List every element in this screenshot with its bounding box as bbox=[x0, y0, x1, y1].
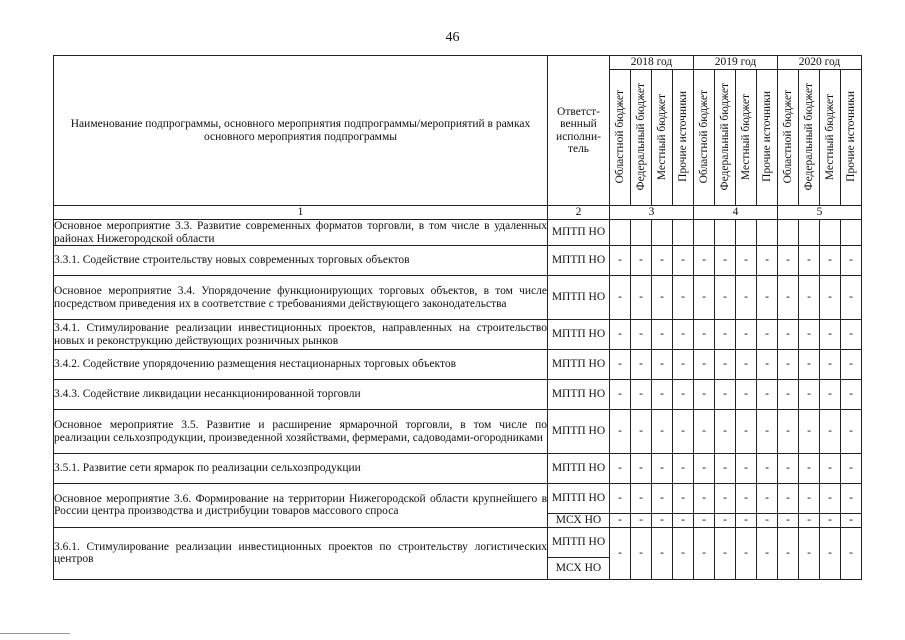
row-name: 3.5.1. Развитие сети ярмарок по реализации сельхозпродукции bbox=[54, 454, 548, 484]
value-cell: - bbox=[715, 276, 736, 320]
value-cell: - bbox=[757, 276, 778, 320]
value-cell: - bbox=[673, 410, 694, 454]
table-row bbox=[54, 410, 862, 454]
value-cell: - bbox=[820, 527, 841, 579]
row-name: Основное мероприятие 3.4. Упорядочение функционирующих торговых объектов, в том числе посредством приведения их в соответствие с требованиями действующего законодательства bbox=[54, 276, 548, 320]
table-row bbox=[54, 320, 862, 350]
row-name: Основное мероприятие 3.6. Формирование на территории Нижегородской области крупнейшего в России центра производства и дистрибуции товаров массового спроса bbox=[54, 484, 548, 528]
value-cell: - bbox=[841, 380, 862, 410]
header-source-label: Федеральный бюджет bbox=[635, 83, 647, 191]
value-cell: - bbox=[694, 410, 715, 454]
value-cell: - bbox=[610, 410, 631, 454]
value-cell: - bbox=[673, 350, 694, 380]
value-cell: - bbox=[652, 484, 673, 514]
header-source-3 bbox=[673, 70, 694, 206]
value-cell: - bbox=[820, 246, 841, 276]
value-cell bbox=[631, 220, 652, 246]
col-number-2: 2 bbox=[548, 206, 610, 220]
value-cell: - bbox=[610, 350, 631, 380]
header-responsible-text: Ответст- венный исполни- тель bbox=[556, 105, 601, 155]
value-cell: - bbox=[652, 320, 673, 350]
value-cell: - bbox=[631, 514, 652, 528]
value-cell: - bbox=[631, 246, 652, 276]
value-cell: - bbox=[694, 350, 715, 380]
value-cell: - bbox=[799, 484, 820, 514]
header-source-9 bbox=[799, 70, 820, 206]
row-responsible: МПТП НО bbox=[548, 410, 610, 454]
value-cell: - bbox=[841, 276, 862, 320]
value-cell: - bbox=[799, 276, 820, 320]
budget-table bbox=[53, 55, 862, 580]
value-cell: - bbox=[652, 514, 673, 528]
value-cell: - bbox=[736, 246, 757, 276]
table-row bbox=[54, 527, 862, 557]
value-cell: - bbox=[778, 514, 799, 528]
value-cell: - bbox=[652, 380, 673, 410]
value-cell: - bbox=[820, 320, 841, 350]
value-cell: - bbox=[715, 514, 736, 528]
header-year-2018: 2018 год bbox=[610, 56, 694, 70]
row-name: 3.4.2. Содействие упорядочению размещения нестационарных торговых объектов bbox=[54, 350, 548, 380]
value-cell bbox=[757, 220, 778, 246]
value-cell: - bbox=[694, 276, 715, 320]
value-cell: - bbox=[736, 380, 757, 410]
value-cell: - bbox=[736, 454, 757, 484]
value-cell: - bbox=[631, 350, 652, 380]
value-cell: - bbox=[841, 350, 862, 380]
row-responsible: МПТП НО bbox=[548, 350, 610, 380]
value-cell: - bbox=[715, 410, 736, 454]
value-cell: - bbox=[715, 350, 736, 380]
header-source-label: Местный бюджет bbox=[656, 93, 668, 180]
value-cell: - bbox=[652, 276, 673, 320]
value-cell: - bbox=[715, 454, 736, 484]
value-cell: - bbox=[694, 514, 715, 528]
value-cell: - bbox=[715, 380, 736, 410]
value-cell: - bbox=[841, 246, 862, 276]
value-cell: - bbox=[820, 484, 841, 514]
value-cell: - bbox=[820, 514, 841, 528]
value-cell: - bbox=[610, 454, 631, 484]
value-cell: - bbox=[610, 246, 631, 276]
value-cell: - bbox=[631, 380, 652, 410]
row-responsible: МСХ НО bbox=[548, 514, 610, 528]
value-cell: - bbox=[799, 320, 820, 350]
value-cell: - bbox=[736, 320, 757, 350]
value-cell: - bbox=[631, 320, 652, 350]
value-cell: - bbox=[631, 454, 652, 484]
row-name: Основное мероприятие 3.5. Развитие и расширение ярмарочной торговли, в том числе по реализации сельхозпродукции, произведенной хозяйствами, фермерами, садоводами-огородниками bbox=[54, 410, 548, 454]
value-cell: - bbox=[736, 410, 757, 454]
header-source-label: Прочие источники bbox=[677, 91, 689, 183]
page-number: 46 bbox=[445, 30, 460, 45]
row-responsible: МПТП НО bbox=[548, 220, 610, 246]
row-responsible: МПТП НО bbox=[548, 276, 610, 320]
value-cell: - bbox=[820, 350, 841, 380]
value-cell: - bbox=[610, 320, 631, 350]
row-responsible: МПТП НО bbox=[548, 246, 610, 276]
header-source-label: Федеральный бюджет bbox=[803, 83, 815, 191]
value-cell: - bbox=[778, 350, 799, 380]
value-cell: - bbox=[631, 410, 652, 454]
header-source-10 bbox=[820, 70, 841, 206]
row-responsible: МСХ НО bbox=[548, 557, 610, 579]
header-source-label: Федеральный бюджет bbox=[719, 83, 731, 191]
header-source-1 bbox=[631, 70, 652, 206]
value-cell: - bbox=[736, 350, 757, 380]
value-cell: - bbox=[841, 320, 862, 350]
col-number-4: 4 bbox=[694, 206, 778, 220]
value-cell bbox=[610, 220, 631, 246]
header-year-2019: 2019 год bbox=[694, 56, 778, 70]
header-source-4 bbox=[694, 70, 715, 206]
value-cell: - bbox=[673, 246, 694, 276]
value-cell bbox=[799, 220, 820, 246]
value-cell: - bbox=[652, 454, 673, 484]
value-cell: - bbox=[736, 276, 757, 320]
row-name: 3.3.1. Содействие строительству новых современных торговых объектов bbox=[54, 246, 548, 276]
table-row bbox=[54, 220, 862, 246]
value-cell: - bbox=[757, 410, 778, 454]
value-cell bbox=[736, 220, 757, 246]
value-cell bbox=[652, 220, 673, 246]
value-cell bbox=[841, 220, 862, 246]
row-responsible: МПТП НО bbox=[548, 484, 610, 514]
value-cell: - bbox=[757, 246, 778, 276]
value-cell: - bbox=[799, 380, 820, 410]
value-cell: - bbox=[778, 410, 799, 454]
value-cell: - bbox=[631, 484, 652, 514]
value-cell: - bbox=[778, 246, 799, 276]
value-cell bbox=[778, 220, 799, 246]
header-source-8 bbox=[778, 70, 799, 206]
value-cell: - bbox=[715, 320, 736, 350]
value-cell: - bbox=[841, 454, 862, 484]
value-cell: - bbox=[820, 410, 841, 454]
header-name-column: Наименование подпрограммы, основного мероприятия подпрограммы/мероприятий в рамках основного мероприятия подпрограммы bbox=[54, 56, 548, 206]
value-cell: - bbox=[673, 320, 694, 350]
col-number-1: 1 bbox=[54, 206, 548, 220]
header-source-label: Местный бюджет bbox=[740, 93, 752, 180]
value-cell: - bbox=[778, 484, 799, 514]
value-cell: - bbox=[631, 276, 652, 320]
header-source-11 bbox=[841, 70, 862, 206]
value-cell: - bbox=[694, 454, 715, 484]
header-source-6 bbox=[736, 70, 757, 206]
value-cell: - bbox=[631, 527, 652, 579]
value-cell: - bbox=[715, 484, 736, 514]
value-cell: - bbox=[757, 320, 778, 350]
value-cell: - bbox=[799, 527, 820, 579]
value-cell: - bbox=[841, 484, 862, 514]
value-cell: - bbox=[757, 484, 778, 514]
header-source-5 bbox=[715, 70, 736, 206]
value-cell: - bbox=[673, 484, 694, 514]
header-source-7 bbox=[757, 70, 778, 206]
header-source-label: Прочие источники bbox=[845, 91, 857, 183]
value-cell: - bbox=[820, 454, 841, 484]
value-cell: - bbox=[610, 484, 631, 514]
table-row bbox=[54, 380, 862, 410]
value-cell bbox=[673, 220, 694, 246]
row-responsible: МПТП НО bbox=[548, 454, 610, 484]
value-cell: - bbox=[841, 410, 862, 454]
value-cell: - bbox=[715, 246, 736, 276]
value-cell bbox=[694, 220, 715, 246]
row-name: 3.4.3. Содействие ликвидации несанкционированной торговли bbox=[54, 380, 548, 410]
footer-rule bbox=[0, 633, 70, 634]
header-year-2020: 2020 год bbox=[778, 56, 862, 70]
table-row bbox=[54, 454, 862, 484]
value-cell: - bbox=[736, 527, 757, 579]
value-cell: - bbox=[757, 350, 778, 380]
value-cell bbox=[820, 220, 841, 246]
header-source-label: Местный бюджет bbox=[824, 93, 836, 180]
value-cell: - bbox=[652, 527, 673, 579]
value-cell: - bbox=[778, 380, 799, 410]
value-cell: - bbox=[652, 350, 673, 380]
value-cell: - bbox=[736, 484, 757, 514]
table-row bbox=[54, 276, 862, 320]
value-cell: - bbox=[694, 246, 715, 276]
value-cell: - bbox=[673, 454, 694, 484]
value-cell: - bbox=[841, 527, 862, 579]
header-source-label: Прочие источники bbox=[761, 91, 773, 183]
value-cell: - bbox=[841, 514, 862, 528]
value-cell: - bbox=[694, 380, 715, 410]
value-cell: - bbox=[694, 527, 715, 579]
header-source-label: Областной бюджет bbox=[698, 90, 710, 184]
value-cell: - bbox=[757, 514, 778, 528]
value-cell: - bbox=[652, 246, 673, 276]
header-source-0 bbox=[610, 70, 631, 206]
value-cell: - bbox=[778, 454, 799, 484]
row-name: Основное мероприятие 3.3. Развитие современных форматов торговли, в том числе в удаленных районах Нижегородской области bbox=[54, 220, 547, 245]
value-cell: - bbox=[610, 527, 631, 579]
table-row bbox=[54, 246, 862, 276]
row-responsible: МПТП НО bbox=[548, 380, 610, 410]
value-cell: - bbox=[610, 380, 631, 410]
value-cell: - bbox=[673, 514, 694, 528]
value-cell: - bbox=[652, 410, 673, 454]
value-cell: - bbox=[673, 527, 694, 579]
value-cell: - bbox=[799, 514, 820, 528]
value-cell: - bbox=[799, 454, 820, 484]
value-cell: - bbox=[778, 320, 799, 350]
table-row bbox=[54, 350, 862, 380]
value-cell bbox=[715, 220, 736, 246]
value-cell: - bbox=[820, 276, 841, 320]
value-cell: - bbox=[799, 350, 820, 380]
value-cell: - bbox=[799, 410, 820, 454]
value-cell: - bbox=[757, 527, 778, 579]
header-source-label: Областной бюджет bbox=[782, 90, 794, 184]
header-source-2 bbox=[652, 70, 673, 206]
row-responsible: МПТП НО bbox=[548, 527, 610, 557]
row-name: 3.6.1. Стимулирование реализации инвестиционных проектов по строительству логистических центров bbox=[54, 527, 548, 579]
value-cell: - bbox=[610, 514, 631, 528]
value-cell: - bbox=[820, 380, 841, 410]
row-name: 3.4.1. Стимулирование реализации инвестиционных проектов, направленных на строительство новых и реконструкцию действующих розничных рынков bbox=[54, 320, 548, 350]
header-source-label: Областной бюджет bbox=[614, 90, 626, 184]
value-cell: - bbox=[610, 276, 631, 320]
row-responsible: МПТП НО bbox=[548, 320, 610, 350]
value-cell: - bbox=[736, 514, 757, 528]
value-cell: - bbox=[778, 527, 799, 579]
value-cell: - bbox=[778, 276, 799, 320]
value-cell: - bbox=[715, 527, 736, 579]
header-responsible-column bbox=[548, 56, 610, 206]
col-number-5: 5 bbox=[778, 206, 862, 220]
value-cell: - bbox=[757, 454, 778, 484]
value-cell: - bbox=[673, 380, 694, 410]
value-cell: - bbox=[673, 276, 694, 320]
value-cell: - bbox=[757, 380, 778, 410]
col-number-3: 3 bbox=[610, 206, 694, 220]
table-row bbox=[54, 484, 862, 514]
value-cell: - bbox=[694, 484, 715, 514]
value-cell: - bbox=[694, 320, 715, 350]
value-cell: - bbox=[799, 246, 820, 276]
